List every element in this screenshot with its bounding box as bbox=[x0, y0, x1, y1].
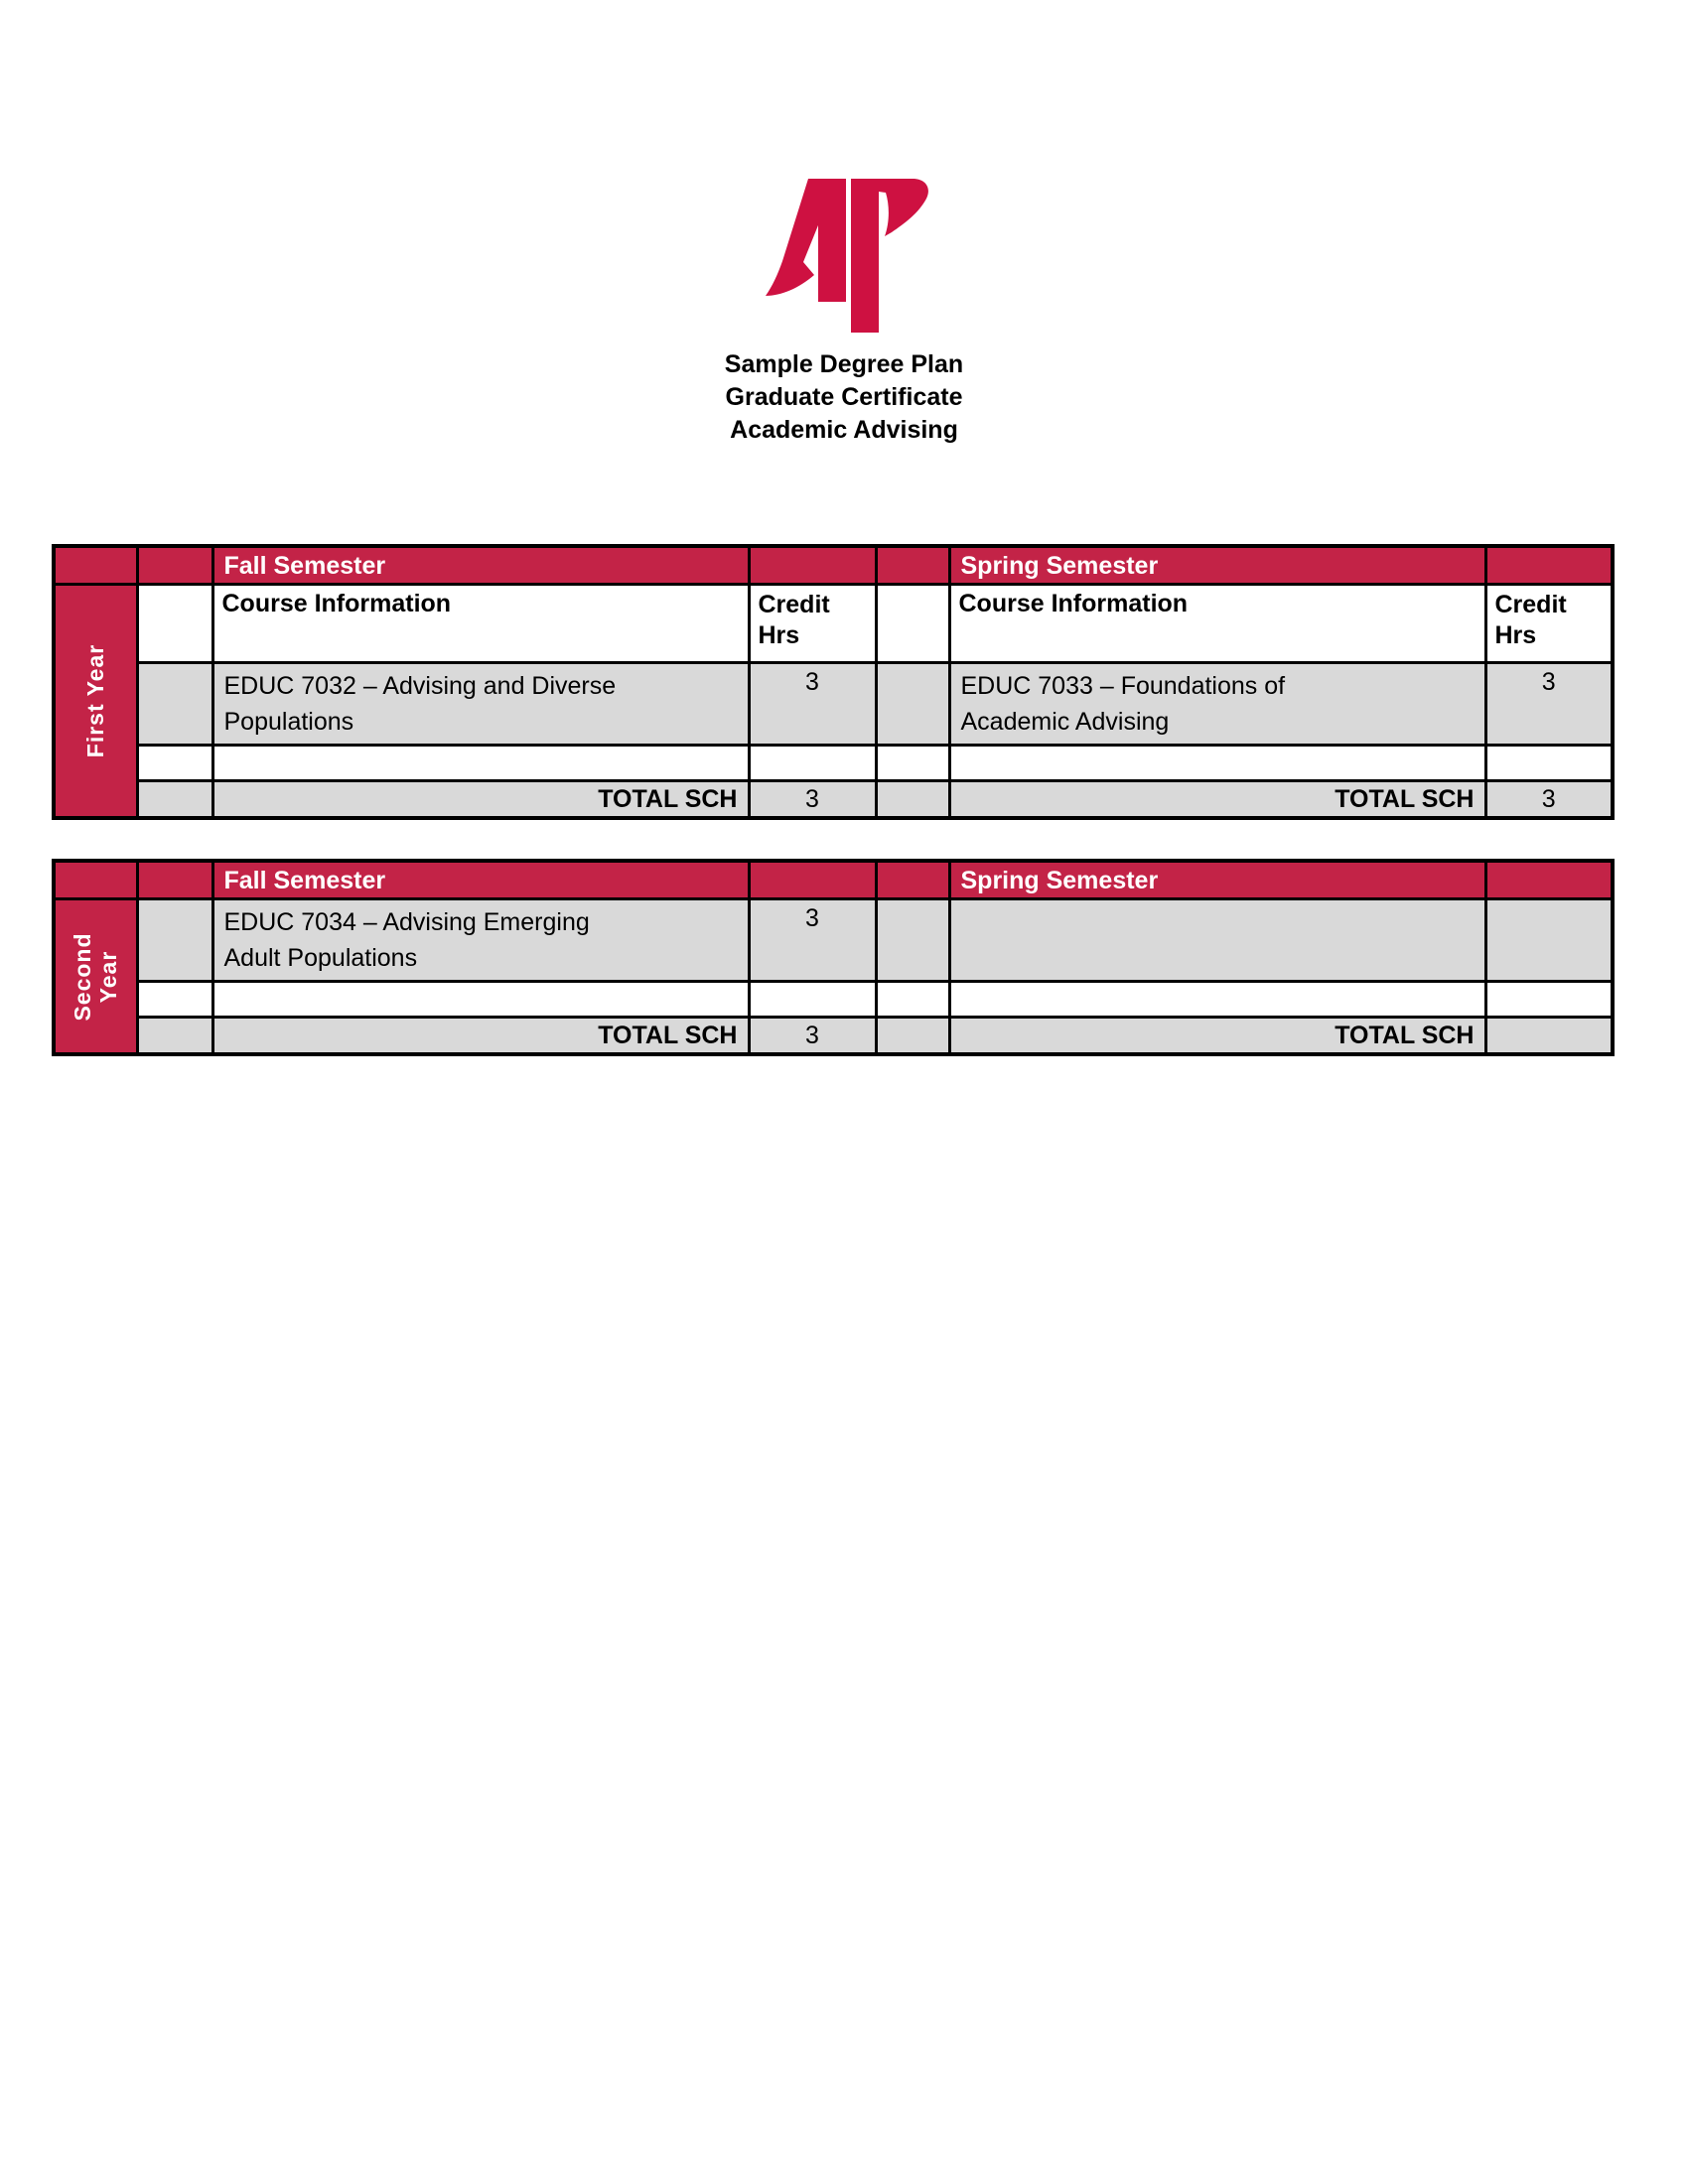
fall-credit-cell: 3 bbox=[749, 899, 876, 982]
fall-total-label: TOTAL SCH bbox=[212, 781, 749, 819]
empty-row bbox=[54, 982, 1613, 1018]
fall-credit-header-cell bbox=[749, 546, 876, 585]
spacer-cell bbox=[137, 982, 212, 1018]
course-row bbox=[54, 899, 1613, 982]
spring-semester-header: Spring Semester bbox=[949, 546, 1485, 585]
fall-total-value: 3 bbox=[749, 1018, 876, 1055]
fall-course-empty-cell bbox=[212, 746, 749, 781]
spring-credit-empty-cell bbox=[1485, 746, 1613, 781]
fall-course-cell bbox=[212, 899, 749, 982]
spacer-cell bbox=[137, 1018, 212, 1055]
gap-cell bbox=[876, 982, 949, 1018]
year-band-header-cell bbox=[54, 546, 137, 585]
column-header-row bbox=[54, 585, 1613, 663]
spacer-cell bbox=[137, 663, 212, 746]
spring-total-label: TOTAL SCH bbox=[949, 781, 1485, 819]
gap-header-cell bbox=[876, 861, 949, 899]
spacer-header-cell bbox=[137, 861, 212, 899]
fall-course-text: EDUC 7034 – Advising Emerging Adult Populations bbox=[223, 908, 590, 972]
degree-plan-table-first-year bbox=[52, 544, 1615, 820]
spring-course-cell bbox=[949, 899, 1485, 982]
spring-credit-header-cell bbox=[1485, 546, 1613, 585]
year-band-header-cell bbox=[54, 861, 137, 899]
empty-row bbox=[54, 746, 1613, 781]
title-line-1: Sample Degree Plan bbox=[724, 350, 964, 378]
spring-course-info-header: Course Information bbox=[949, 585, 1485, 663]
title-line-2: Graduate Certificate bbox=[725, 383, 963, 411]
course-row bbox=[54, 663, 1613, 746]
fall-credit-cell: 3 bbox=[749, 663, 876, 746]
fall-course-cell bbox=[212, 663, 749, 746]
spring-course-empty-cell bbox=[949, 982, 1485, 1018]
spring-course-cell bbox=[949, 663, 1485, 746]
fall-course-empty-cell bbox=[212, 982, 749, 1018]
first-year-band bbox=[54, 585, 137, 819]
gap-header-cell bbox=[876, 546, 949, 585]
degree-plan-table-second-year bbox=[52, 859, 1615, 1056]
gap-cell bbox=[876, 781, 949, 819]
fall-total-label: TOTAL SCH bbox=[212, 1018, 749, 1055]
fall-credit-empty-cell bbox=[749, 982, 876, 1018]
ap-monogram-icon bbox=[752, 146, 936, 335]
spring-semester-header: Spring Semester bbox=[949, 861, 1485, 899]
second-year-label: Second Year bbox=[70, 931, 122, 1022]
title-line-3: Academic Advising bbox=[730, 416, 958, 444]
spacer-cell bbox=[137, 585, 212, 663]
spacer-cell bbox=[137, 746, 212, 781]
spring-total-label: TOTAL SCH bbox=[949, 1018, 1485, 1055]
spring-credit-cell bbox=[1485, 899, 1613, 982]
spring-credit-empty-cell bbox=[1485, 982, 1613, 1018]
gap-cell bbox=[876, 1018, 949, 1055]
gap-cell bbox=[876, 746, 949, 781]
document-title bbox=[0, 348, 1688, 447]
fall-semester-header: Fall Semester bbox=[212, 546, 749, 585]
spring-course-empty-cell bbox=[949, 746, 1485, 781]
semester-header-row bbox=[54, 546, 1613, 585]
second-year-band bbox=[54, 899, 137, 1055]
fall-course-info-header: Course Information bbox=[212, 585, 749, 663]
spring-total-value: 3 bbox=[1485, 781, 1613, 819]
gap-cell bbox=[876, 899, 949, 982]
spring-total-value bbox=[1485, 1018, 1613, 1055]
gap-cell bbox=[876, 585, 949, 663]
total-row bbox=[54, 781, 1613, 819]
spacer-cell bbox=[137, 781, 212, 819]
spacer-header-cell bbox=[137, 546, 212, 585]
spring-credit-cell: 3 bbox=[1485, 663, 1613, 746]
fall-course-text: EDUC 7032 – Advising and Diverse Populations bbox=[223, 672, 617, 736]
semester-header-row bbox=[54, 861, 1613, 899]
spring-credit-hrs-header: Credit Hrs bbox=[1485, 585, 1613, 663]
total-row bbox=[54, 1018, 1613, 1055]
fall-total-value: 3 bbox=[749, 781, 876, 819]
spacer-cell bbox=[137, 899, 212, 982]
spring-course-text: EDUC 7033 – Foundations of Academic Advising bbox=[960, 672, 1286, 736]
first-year-label: First Year bbox=[82, 643, 109, 758]
gap-cell bbox=[876, 663, 949, 746]
spring-credit-header-cell bbox=[1485, 861, 1613, 899]
university-logo bbox=[752, 146, 936, 335]
fall-credit-header-cell bbox=[749, 861, 876, 899]
fall-credit-hrs-header: Credit Hrs bbox=[749, 585, 876, 663]
fall-credit-empty-cell bbox=[749, 746, 876, 781]
fall-semester-header: Fall Semester bbox=[212, 861, 749, 899]
